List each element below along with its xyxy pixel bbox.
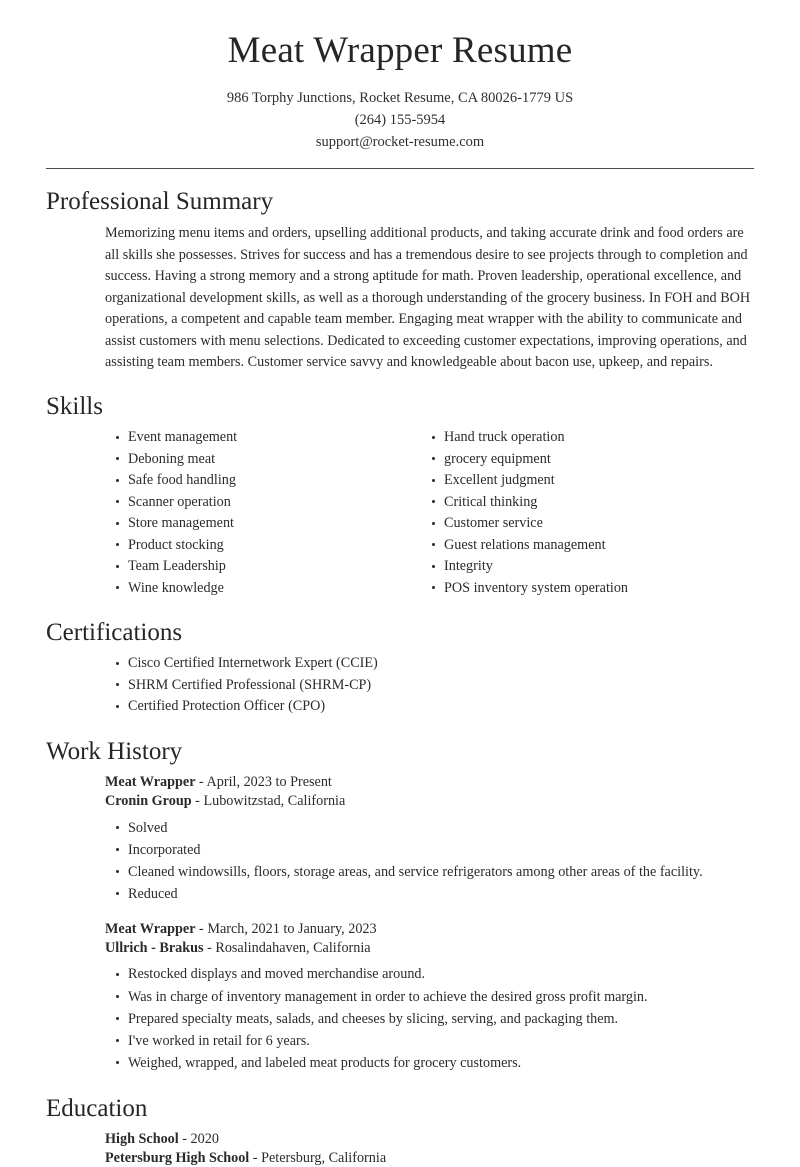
job-responsibilities-list [116, 819, 754, 903]
list-item: Wine knowledge [116, 579, 432, 597]
job-company-line [105, 939, 754, 958]
list-item: I've worked in retail for 6 years. [116, 1032, 754, 1050]
skills-list-right [432, 428, 748, 597]
list-item: grocery equipment [432, 450, 748, 468]
certifications-body [116, 654, 754, 715]
contact-phone: (264) 155-5954 [0, 109, 800, 131]
section-heading-work-history: Work History [46, 737, 754, 767]
education-year: 2020 [191, 1131, 219, 1147]
section-skills [46, 374, 754, 600]
list-item: Was in charge of inventory management in order to achieve the desired gross profit margin. [116, 988, 754, 1006]
list-item: Critical thinking [432, 493, 748, 511]
job-dates: March, 2021 to January, 2023 [207, 921, 376, 937]
job-title-line [105, 773, 754, 792]
list-item: Customer service [432, 514, 748, 532]
education-school-line [105, 1149, 754, 1167]
section-certifications [46, 600, 754, 715]
job-location: Rosalindahaven, California [215, 940, 370, 956]
resume-header [0, 0, 800, 154]
contact-address: 986 Torphy Junctions, Rocket Resume, CA 80026-1779 US [0, 87, 800, 109]
section-heading-summary: Professional Summary [46, 187, 754, 217]
work-history-entry [105, 773, 754, 903]
section-heading-skills: Skills [46, 392, 754, 422]
job-dates: April, 2023 to Present [207, 774, 332, 790]
education-degree: High School [105, 1131, 179, 1147]
section-education [46, 1076, 754, 1167]
job-title: Meat Wrapper [105, 774, 196, 790]
job-company: Cronin Group [105, 793, 192, 809]
list-item: Store management [116, 514, 432, 532]
skills-list-left [116, 428, 432, 597]
list-item: Cisco Certified Internetwork Expert (CCIE) [116, 654, 754, 672]
section-heading-education: Education [46, 1094, 754, 1124]
list-item: Certified Protection Officer (CPO) [116, 697, 754, 715]
list-item: SHRM Certified Professional (SHRM-CP) [116, 676, 754, 694]
list-item: Deboning meat [116, 450, 432, 468]
list-item: Guest relations management [432, 536, 748, 554]
section-heading-certifications: Certifications [46, 618, 754, 648]
section-professional-summary [46, 169, 754, 374]
list-item: Incorporated [116, 841, 754, 859]
education-degree-line [105, 1130, 754, 1149]
skills-column-right [432, 428, 748, 600]
list-item: Weighed, wrapped, and labeled meat products for grocery customers. [116, 1054, 754, 1072]
list-item: Reduced [116, 885, 754, 903]
section-work-history [46, 719, 754, 1072]
list-item: Solved [116, 819, 754, 837]
education-separator: - [253, 1150, 258, 1166]
list-item: Prepared specialty meats, salads, and cheeses by slicing, serving, and packaging them. [116, 1010, 754, 1028]
education-location: Petersburg, California [261, 1150, 386, 1166]
job-separator: - [199, 921, 204, 937]
list-item: Excellent judgment [432, 471, 748, 489]
job-title-line [105, 920, 754, 939]
summary-body [105, 223, 754, 374]
page-title: Meat Wrapper Resume [0, 30, 800, 73]
list-item: Restocked displays and moved merchandise around. [116, 965, 754, 983]
list-item: Safe food handling [116, 471, 432, 489]
job-separator: - [207, 940, 212, 956]
list-item: Team Leadership [116, 557, 432, 575]
job-location: Lubowitzstad, California [203, 793, 345, 809]
list-item: Hand truck operation [432, 428, 748, 446]
education-separator: - [182, 1131, 187, 1147]
summary-text: Memorizing menu items and orders, upselling additional products, and taking accurate drink and food orders are all skills she possesses. Strives for success and has a tremendous desire to see projects through to completion and success. Having a strong memory and a strong aptitude for math. Proven leadership, operational excellence, and organizational development skills, as well as a thorough understanding of the grocery business. In FOH and BOH operations, a competent and capable team member. Engaging meat wrapper with the ability to communicate and assist customers with menu selections. Dedicated to exceeding customer expectations, improving operations, and assisting team members. Customer service savvy and knowledgeable about bacon use, upkeep, and repairs. [105, 223, 754, 374]
job-title: Meat Wrapper [105, 921, 196, 937]
skills-column-left [116, 428, 432, 600]
list-item: POS inventory system operation [432, 579, 748, 597]
education-school: Petersburg High School [105, 1150, 249, 1166]
education-entry [105, 1130, 754, 1167]
skills-columns [116, 428, 754, 600]
job-separator: - [199, 774, 204, 790]
job-company: Ullrich - Brakus [105, 940, 204, 956]
job-responsibilities-list [116, 965, 754, 1071]
list-item: Cleaned windowsills, floors, storage areas, and service refrigerators among other areas of the facility. [116, 863, 754, 881]
list-item: Integrity [432, 557, 748, 575]
list-item: Event management [116, 428, 432, 446]
job-separator: - [195, 793, 200, 809]
list-item: Product stocking [116, 536, 432, 554]
certifications-list [116, 654, 754, 715]
contact-email: support@rocket-resume.com [0, 131, 800, 153]
work-history-entry [105, 920, 754, 1072]
job-company-line [105, 792, 754, 811]
list-item: Scanner operation [116, 493, 432, 511]
